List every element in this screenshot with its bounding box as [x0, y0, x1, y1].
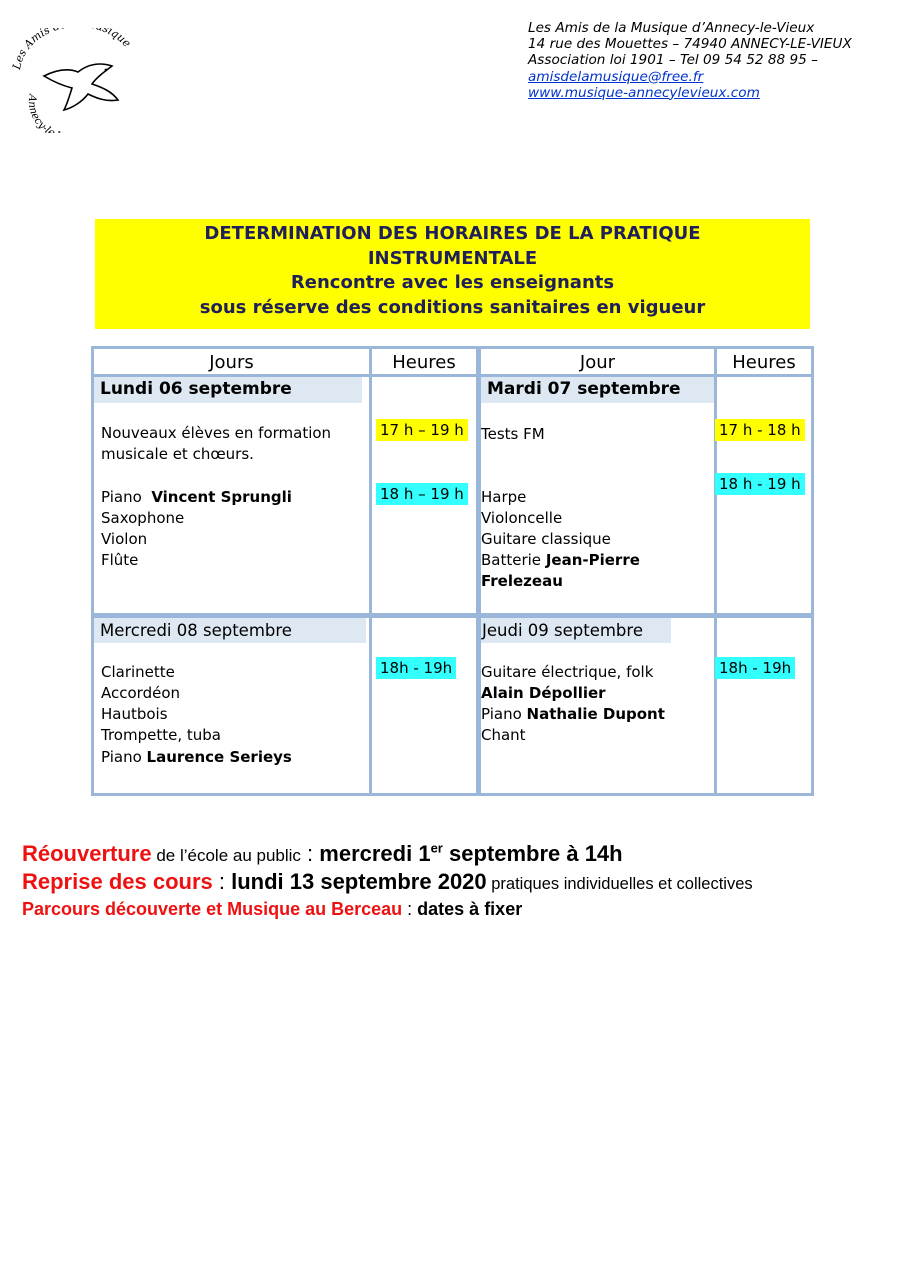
email-link[interactable]: amisdelamusique@free.fr: [528, 68, 704, 85]
address: 14 rue des Mouettes – 74940 ANNECY-LE-VIEUX: [528, 36, 852, 53]
header-jour: Jour: [579, 352, 616, 373]
thursday-piano-prefix: Piano: [481, 705, 522, 723]
monday-line-1: Nouveaux élèves en formation: [101, 424, 332, 442]
header-jours: Jours: [209, 352, 254, 373]
tuesday-batterie: [481, 550, 640, 571]
association-logo: [8, 28, 143, 133]
discovery-end: dates à fixer: [417, 899, 523, 919]
discovery-line: [22, 897, 892, 921]
table-border: [91, 793, 814, 796]
tuesday-batterie-prefix: Batterie: [481, 551, 542, 569]
courses-colon: :: [212, 869, 232, 894]
contact-header: [528, 20, 898, 101]
tuesday-line-3: Violoncelle: [481, 509, 563, 527]
website-link[interactable]: www.musique-annecylevieux.com: [528, 84, 760, 101]
monday-time-2: 18 h – 19 h: [376, 483, 468, 505]
thursday-piano-teacher: Nathalie Dupont: [526, 705, 665, 723]
monday-piano-teacher: Vincent Sprungli: [151, 488, 292, 506]
schedule-table: [91, 346, 814, 796]
banner-line-1: DETERMINATION DES HORAIRES DE LA PRATIQUE: [204, 223, 701, 244]
thursday-line-1: Guitare électrique, folk: [481, 663, 654, 681]
thursday-time-1: 18h - 19h: [715, 657, 795, 679]
logo-bottom-text: Annecy-le: [25, 93, 57, 133]
wednesday-time-1: 18h - 19h: [376, 657, 456, 679]
tuesday-time-1: 17 h - 18 h: [715, 419, 805, 441]
monday-line-4: Saxophone: [101, 509, 185, 527]
logo-top-text: Les Amis sique: [10, 28, 134, 71]
table-border: [91, 346, 94, 796]
monday-piano-prefix: Piano: [101, 488, 142, 506]
thursday-teacher-1: Alain Dépollier: [481, 684, 606, 702]
reopening-date: mercredi 1: [319, 841, 431, 866]
courses-label: Reprise des cours: [22, 869, 213, 894]
wednesday-line-1: Clarinette: [101, 663, 175, 681]
header-heures: Heures: [392, 352, 456, 373]
monday-line-5: Violon: [101, 530, 148, 548]
column-divider: [714, 346, 717, 796]
reopening-line: [22, 841, 892, 869]
courses-line: [22, 869, 892, 897]
tuesday-line-2: Harpe: [481, 488, 527, 506]
dove-icon: [8, 28, 143, 133]
reopening-colon: :: [300, 841, 320, 866]
column-divider: [369, 346, 372, 796]
banner-line-2: INSTRUMENTALE: [367, 247, 538, 269]
association-phone: Association loi 1901 – Tel 09 54 52 88 95 –: [528, 52, 818, 69]
thursday-line-4: Chant: [481, 726, 526, 744]
reopening-label: Réouverture: [22, 841, 152, 866]
day-title-monday: Lundi 06 septembre: [94, 377, 362, 403]
footer-notices: [22, 841, 892, 921]
org-name: Les Amis de la Musique d’Annecy-le-Vieux: [528, 20, 815, 36]
tuesday-time-2: 18 h - 19 h: [715, 473, 805, 495]
reopening-sup: er: [430, 840, 443, 856]
tuesday-batterie-teacher: Jean-Pierre: [545, 551, 640, 569]
svg-text:Les Amis de la Musique: [10, 28, 134, 72]
wednesday-line-3: Hautbois: [101, 705, 168, 723]
courses-note: pratiques individuelles et collectives: [486, 875, 753, 893]
title-banner: [95, 219, 810, 329]
discovery-colon: :: [402, 899, 418, 919]
header-heures-2: Heures: [732, 352, 796, 373]
thursday-piano: [481, 704, 665, 725]
reopening-end: septembre à 14h: [442, 841, 623, 866]
banner-line-4: sous réserve des conditions sanitaires en vigueur: [199, 296, 706, 318]
wednesday-piano-prefix: Piano: [101, 748, 142, 766]
thursday-line-2: [481, 683, 606, 704]
day-title-wednesday: Mercredi 08 septembre: [94, 618, 366, 643]
monday-line-2: musicale et chœurs.: [101, 445, 254, 463]
wednesday-line-2: Accordéon: [101, 684, 181, 702]
wednesday-line-4: Trompette, tuba: [101, 726, 221, 744]
banner-line-3: Rencontre avec les enseignants: [290, 272, 615, 293]
svg-text:Annecy-le-Vieux: [26, 93, 85, 133]
wednesday-piano: [101, 747, 292, 768]
wednesday-piano-teacher: Laurence Serieys: [146, 748, 292, 766]
tuesday-batterie-teacher-line2: [481, 571, 563, 592]
monday-line-6: Flûte: [101, 551, 139, 569]
courses-date: lundi 13 septembre 2020: [231, 869, 487, 894]
monday-time-1: 17 h – 19 h: [376, 419, 468, 441]
reopening-mid: de l’école au public: [151, 846, 301, 865]
tuesday-line-1: Tests FM: [481, 425, 545, 443]
day-title-tuesday: Mardi 07 septembre: [481, 377, 714, 403]
discovery-label: Parcours découverte et Musique au Berceau: [22, 899, 403, 919]
day-title-thursday: Jeudi 09 septembre: [481, 618, 671, 643]
tuesday-batterie-teacher-2: Frelezeau: [481, 572, 563, 590]
monday-piano: [101, 487, 292, 508]
tuesday-line-4: Guitare classique: [481, 530, 611, 548]
table-border: [811, 346, 814, 796]
